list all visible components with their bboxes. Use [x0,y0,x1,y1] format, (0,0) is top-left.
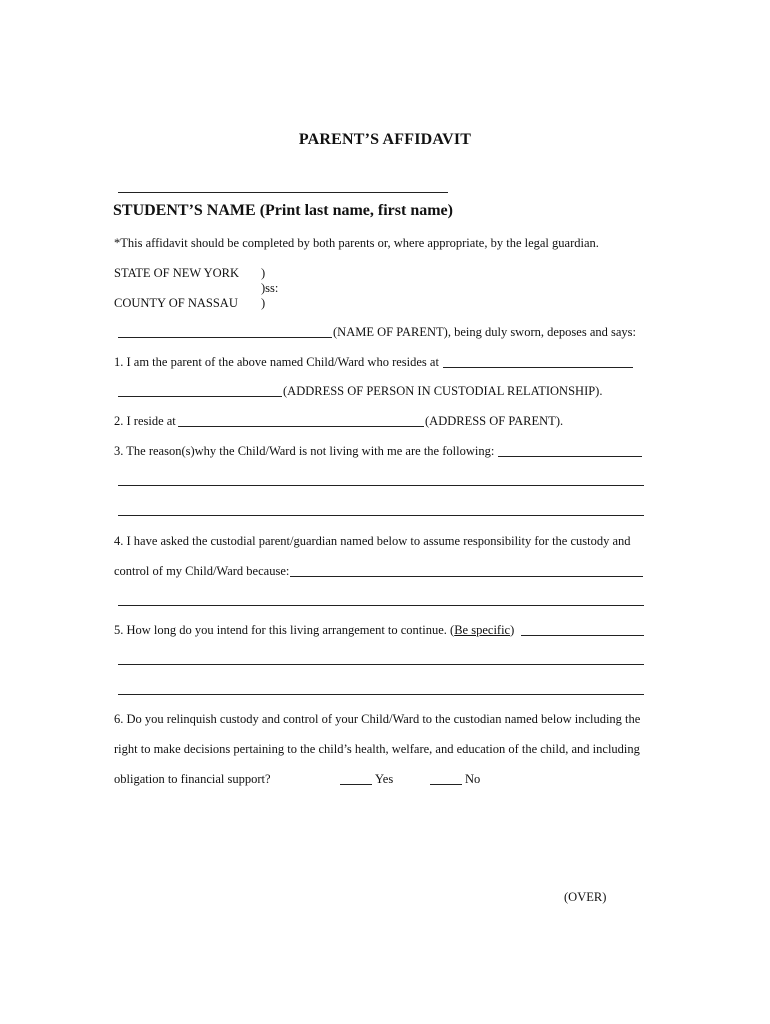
custodial-address-label: (ADDRESS OF PERSON IN CUSTODIAL RELATIONSHIP). [283,384,603,398]
duration-field-line-1[interactable] [521,635,644,636]
parent-address-field[interactable] [178,426,424,427]
item-5-close-paren: ) [510,623,515,637]
item-2-text: 2. I reside at [114,414,176,428]
page-title: PARENT’S AFFIDAVIT [298,131,472,148]
yes-label: Yes [375,772,394,786]
parent-name-field[interactable] [118,337,332,338]
affidavit-note: *This affidavit should be completed by both parents or, where appropriate, by the legal guardian. [114,236,599,250]
item-6-text-line-2: right to make decisions pertaining to the child’s health, welfare, and education of the child, and including [114,742,640,756]
parent-address-label: (ADDRESS OF PARENT). [425,414,564,428]
venue-paren-top: ) [261,266,266,280]
because-field-line-1[interactable] [290,576,643,577]
item-1-text: 1. I am the parent of the above named Child/Ward who resides at [114,355,439,369]
venue-state: STATE OF NEW YORK [114,266,240,280]
duration-field-line-2[interactable] [118,664,644,665]
item-4-text-line-1: 4. I have asked the custodial parent/guardian named below to assume responsibility for the custody and [114,534,631,548]
reasons-field-line-3[interactable] [118,515,644,516]
duration-field-line-3[interactable] [118,694,644,695]
venue-paren-bottom: ) [261,296,266,310]
venue-ss: )ss: [261,281,279,295]
name-of-parent-text: (NAME OF PARENT), being duly sworn, deposes and says: [333,325,636,339]
student-name-field[interactable] [118,192,448,193]
yes-blank[interactable] [340,784,372,785]
reasons-field-line-1[interactable] [498,456,642,457]
item-3-text: 3. The reason(s)why the Child/Ward is not living with me are the following: [114,444,495,458]
item-6-text-line-3: obligation to financial support? [114,772,271,786]
item-6-text-line-1: 6. Do you relinquish custody and control of your Child/Ward to the custodian named below including the [114,712,641,726]
no-label: No [465,772,481,786]
item-5-question: 5. How long do you intend for this living arrangement to continue. ( [114,623,455,637]
custodial-address-field[interactable] [118,396,282,397]
venue-county: COUNTY OF NASSAU [114,296,238,310]
item-5-text [114,623,514,638]
child-residence-field[interactable] [443,367,633,368]
be-specific-text: Be specific [454,623,511,637]
because-field-line-2[interactable] [118,605,644,606]
over-note: (OVER) [564,890,607,904]
item-4-text-line-2: control of my Child/Ward because: [114,564,290,578]
student-name-label: STUDENT’S NAME (Print last name, first name) [113,202,453,219]
reasons-field-line-2[interactable] [118,485,644,486]
no-blank[interactable] [430,784,462,785]
